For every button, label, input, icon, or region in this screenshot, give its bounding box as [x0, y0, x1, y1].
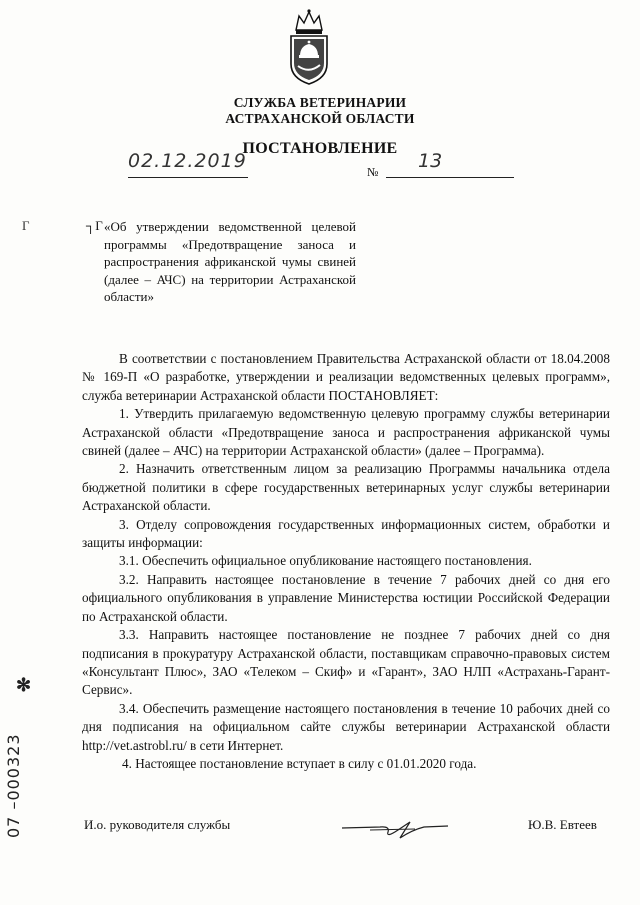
clause-3-1: 3.1. Обеспечить официальное опубликование настоящего постановления.	[119, 553, 532, 569]
document-body	[82, 350, 610, 773]
preamble-paragraph: В соответствии с постановлением Правительства Астраханской области от 18.04.2008 № 169-П «О разработке, утверждении и реализации ведомственных целевых программ», служба ветеринарии Астраханской области ПОСТАНОВЛЯЕТ:	[82, 351, 610, 403]
clause-3: 3. Отделу сопровождения государственных информационных систем, обработки и защиты информации:	[82, 516, 610, 551]
margin-asterisk-mark: ✻	[16, 675, 32, 695]
clause-3-3: 3.3. Направить настоящее постановление не позднее 7 рабочих дней со дня подписания в прокуратуру Астраханской области, поставщикам справочно-правовых систем «Консультант Плюс», ЗАО «Телеком – Скиф» и «Гарант», ЗАО НЛП «Астрахань-Гарант-Сервис».	[82, 627, 610, 698]
clause-2: 2. Назначить ответственным лицом за реализацию Программы начальника отдела бюджетной политики в сфере государственных ветеринарных услуг службы ветеринарии Астраханской области.	[82, 461, 610, 514]
signatory-role: И.о. руководителя службы	[84, 817, 231, 832]
clause-4: 4. Настоящее постановление вступает в силу с 01.01.2020 года.	[122, 755, 477, 771]
organization-name-line1: СЛУЖБА ВЕТЕРИНАРИИ	[233, 95, 407, 110]
margin-corner-mark: Г	[22, 218, 30, 233]
document-number: 13	[418, 150, 443, 172]
organization-name-line2: АСТРАХАНСКОЙ ОБЛАСТИ	[225, 111, 415, 126]
clause-1: 1. Утвердить прилагаемую ведомственную целевую программу службы ветеринарии Астраханской области «Предотвращение заноса и распространения африканской чумы свиней (далее – АЧС) на территории Астраханской области» (далее – Программа).	[82, 406, 610, 459]
subject-corner-mark: ┐Г	[86, 218, 103, 233]
clause-3-4: 3.4. Обеспечить размещение настоящего постановления в течение 10 рабочих дней со дня подписания на официальном сайте службы ветеринарии Астраханской области http://vet.astrobl.ru/ в сети Интернет.	[82, 700, 610, 753]
registration-stamp-number: 07 –000323	[4, 733, 23, 838]
clause-3-2: 3.2. Направить настоящее постановление в течение 7 рабочих дней со дня его официального опубликования в управление Министерства юстиции Российской Федерации по Астраханской области.	[82, 571, 610, 624]
number-underline	[386, 177, 514, 178]
handwritten-signature	[340, 808, 450, 842]
document-date: 02.12.2019	[128, 150, 247, 172]
signatory-name: Ю.В. Евтеев	[528, 817, 597, 832]
number-label: №	[367, 165, 379, 179]
date-underline	[128, 177, 248, 178]
coat-of-arms-emblem	[282, 8, 336, 86]
document-subject: «Об утверждении ведомственной целевой программы «Предотвращение заноса и распространения африканской чумы свиней (далее – АЧС) на территории Астраханской области»	[104, 219, 356, 304]
document-type-title: ПОСТАНОВЛЕНИЕ	[242, 140, 398, 157]
